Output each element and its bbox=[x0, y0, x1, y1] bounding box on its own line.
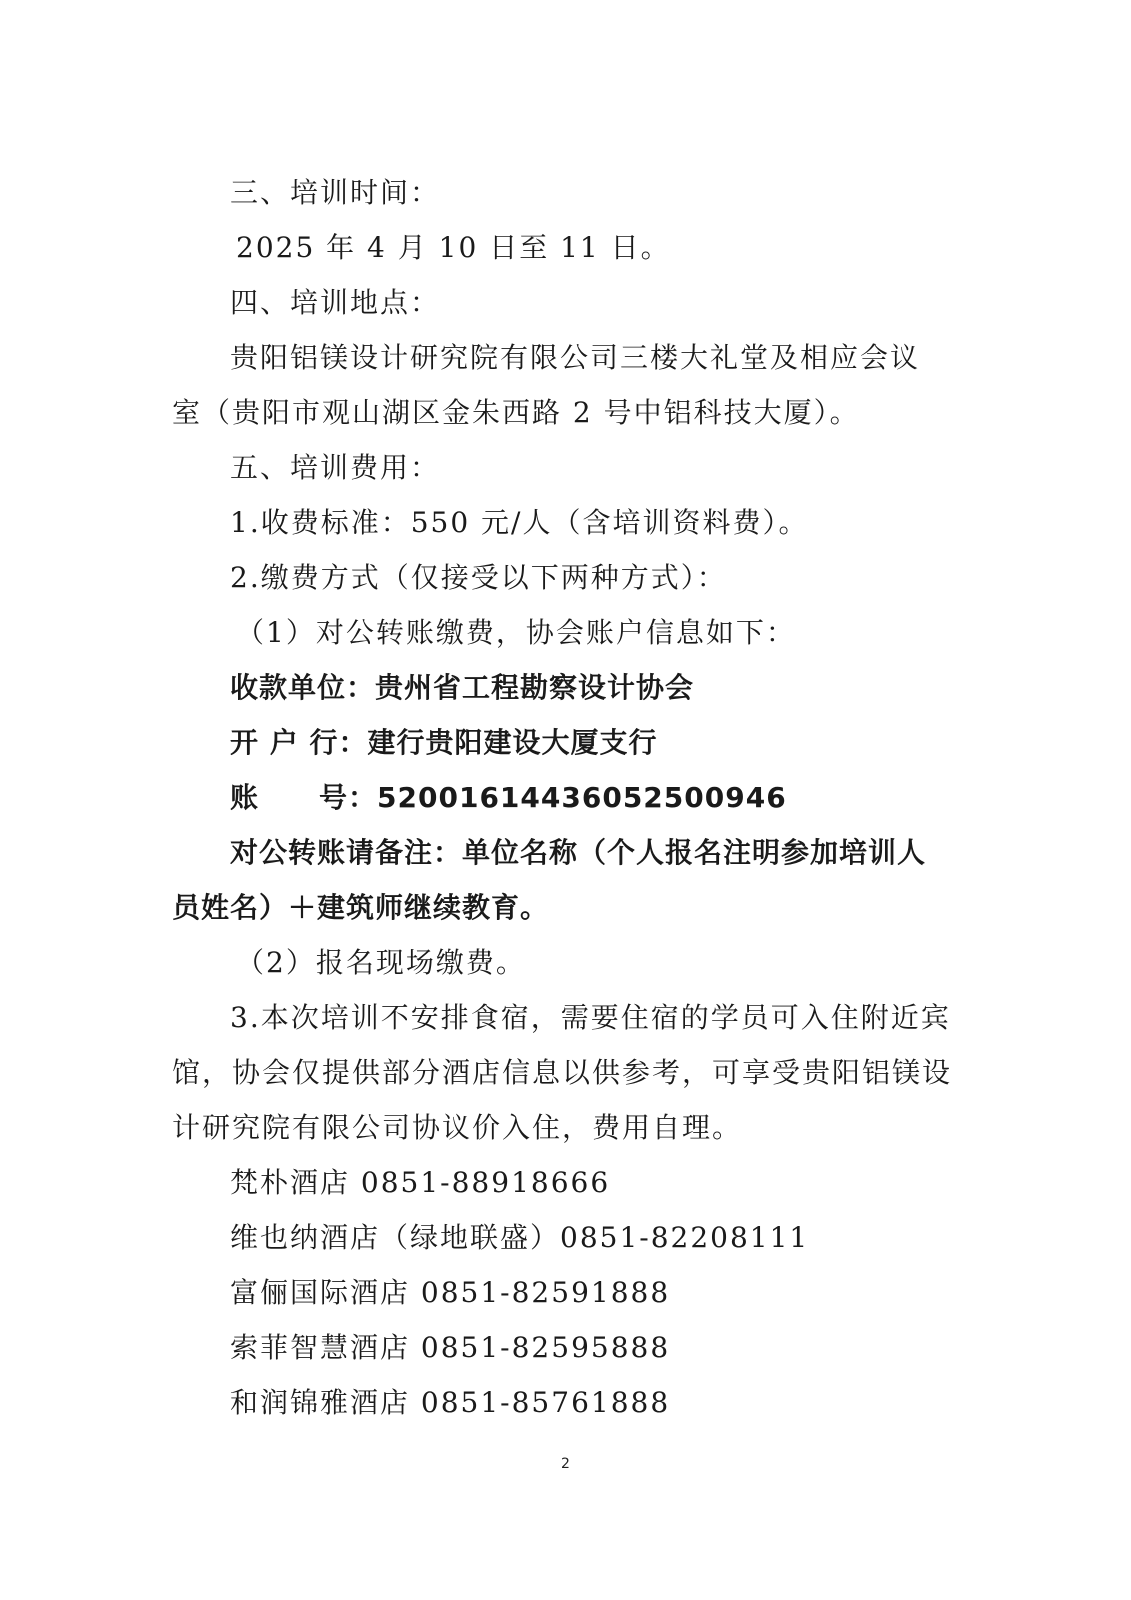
page-number: 2 bbox=[561, 1456, 570, 1472]
account-number-label-a: 账 bbox=[230, 781, 260, 814]
account-number-value: 52001614436052500946 bbox=[377, 781, 787, 814]
payee-row bbox=[172, 660, 952, 715]
payee-label: 收款单位： bbox=[230, 671, 376, 704]
bank-value: 建行贵阳建设大厦支行 bbox=[367, 726, 658, 759]
lodging-line-3: 计研究院有限公司协议价入住，费用自理。 bbox=[172, 1111, 743, 1144]
payment-method-2: （2）报名现场缴费。 bbox=[236, 946, 526, 979]
account-number-label-b: 号： bbox=[319, 781, 378, 814]
lodging-line-2: 馆，协会仅提供部分酒店信息以供参考，可享受贵阳铝镁设 bbox=[172, 1056, 953, 1089]
account-number-row bbox=[172, 770, 952, 825]
hotel-item: 索菲智慧酒店 0851-82595888 bbox=[230, 1331, 671, 1364]
hotel-item: 富俪国际酒店 0851-82591888 bbox=[230, 1276, 671, 1309]
hotel-item: 维也纳酒店（绿地联盛）0851-82208111 bbox=[230, 1221, 810, 1254]
location-line-1: 贵阳铝镁设计研究院有限公司三楼大礼堂及相应会议 bbox=[230, 341, 921, 374]
bank-row bbox=[172, 715, 952, 770]
training-date: 2025 年 4 月 10 日至 11 日。 bbox=[236, 231, 671, 264]
payee-value: 贵州省工程勘察设计协会 bbox=[375, 671, 695, 704]
location-line-2: 室（贵阳市观山湖区金朱西路 2 号中铝科技大厦）。 bbox=[172, 396, 860, 429]
lodging-line-1: 3.本次培训不安排食宿，需要住宿的学员可入住附近宾 bbox=[230, 1001, 951, 1034]
bank-label: 开 户 行： bbox=[230, 726, 368, 759]
hotel-item: 和润锦雅酒店 0851-85761888 bbox=[230, 1386, 671, 1419]
payment-methods: 2.缴费方式（仅接受以下两种方式）： bbox=[230, 561, 727, 594]
document-body bbox=[172, 165, 952, 1430]
section-4-heading: 四、培训地点： bbox=[230, 286, 441, 319]
fee-standard: 1.收费标准：550 元/人（含培训资料费）。 bbox=[230, 506, 809, 539]
payment-method-1: （1）对公转账缴费，协会账户信息如下： bbox=[236, 616, 796, 649]
transfer-remark-line-2: 员姓名）＋建筑师继续教育。 bbox=[172, 891, 550, 924]
section-5-heading: 五、培训费用： bbox=[230, 451, 441, 484]
hotel-item: 梵朴酒店 0851-88918666 bbox=[230, 1166, 611, 1199]
section-3-heading: 三、培训时间： bbox=[230, 176, 441, 209]
transfer-remark-line-1: 对公转账请备注：单位名称（个人报名注明参加培训人 bbox=[230, 836, 927, 869]
